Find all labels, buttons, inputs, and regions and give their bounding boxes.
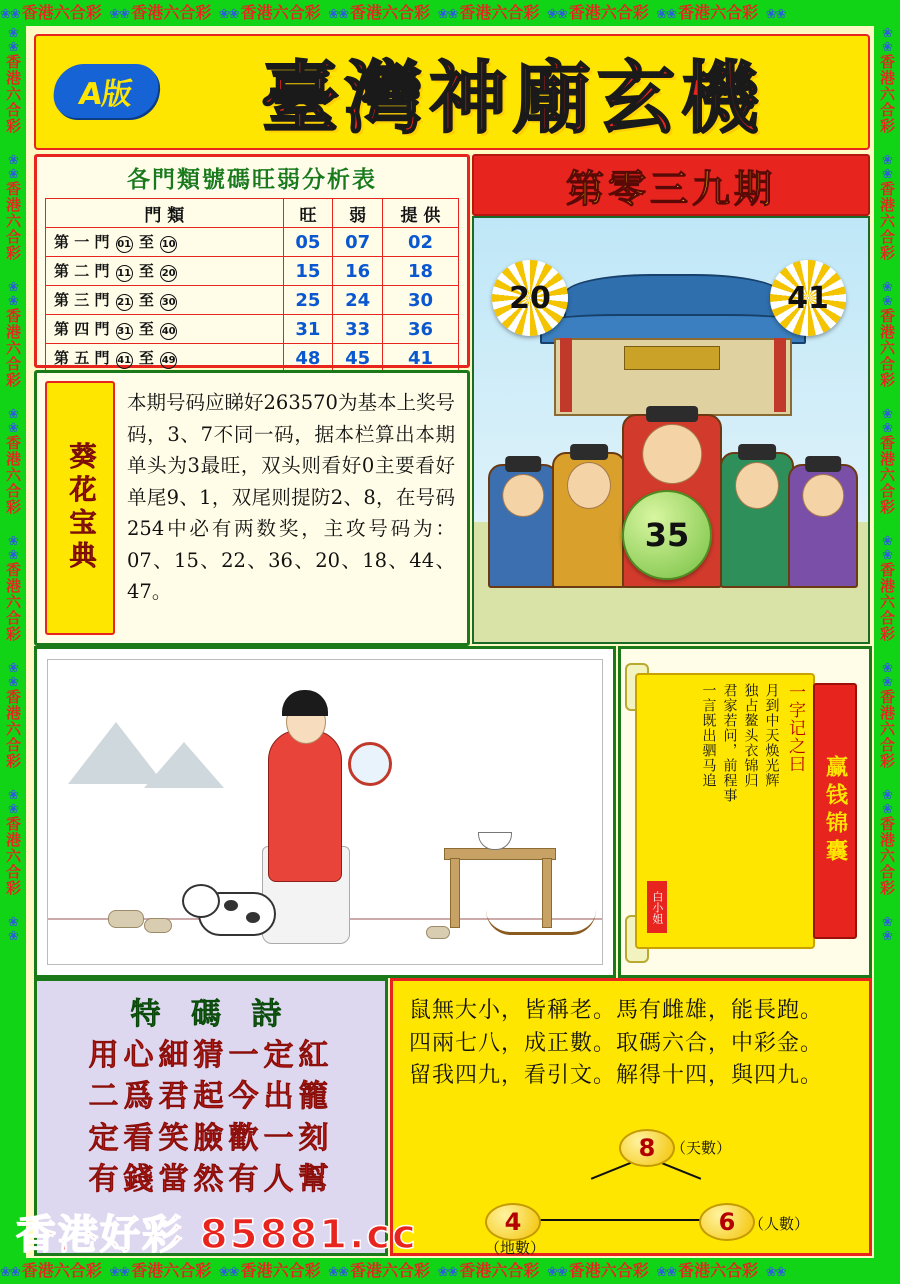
tema-poem-line: 二爲君起今出籠 [88, 1079, 334, 1115]
node-label-sky: （天數） [671, 1139, 732, 1157]
marquee-text: 香港六合彩 [4, 689, 22, 769]
analysis-table [45, 198, 459, 373]
table-row [46, 286, 459, 315]
table-row [46, 257, 459, 286]
cell-wang: 15 [283, 257, 333, 286]
poster-body [26, 26, 874, 1258]
cell-category [46, 286, 284, 315]
cartoon-panel [34, 646, 616, 978]
marquee-text: 香港六合彩 [568, 3, 649, 22]
rock [144, 918, 172, 933]
marquee-dot-sep: ❀❀ [437, 1265, 458, 1280]
hat-icon [505, 456, 541, 472]
category-label: 第 三 門 [54, 291, 110, 309]
range-from: 21 [116, 294, 133, 311]
temple-plaque [624, 346, 720, 370]
marquee-bottom [0, 1258, 900, 1284]
marquee-dot-sep: ❀❀ [437, 7, 458, 22]
range-to: 10 [160, 236, 177, 253]
treasure-panel [34, 370, 470, 646]
marquee-dot-sep: ❀❀ [6, 915, 21, 943]
deity-figure [552, 452, 626, 588]
marquee-dot-sep: ❀❀ [218, 7, 239, 22]
marquee-dot-sep: ❀❀ [0, 7, 20, 22]
marquee-dot-sep: ❀❀ [109, 1265, 130, 1280]
poem-line: 一字记之曰 [785, 683, 805, 773]
marquee-text: 香港六合彩 [21, 1261, 102, 1280]
mountain-shape [144, 742, 224, 788]
author-signature: 白小姐 [647, 881, 667, 933]
range-to: 49 [160, 352, 177, 369]
category-label: 第 五 門 [54, 349, 110, 367]
node-label-earth: （地數） [485, 1239, 546, 1257]
bow-shape [486, 910, 596, 935]
header-banner [34, 34, 870, 150]
cell-category [46, 344, 284, 373]
cell-wang: 05 [283, 228, 333, 257]
poem-column: 月到中天焕光辉 [763, 683, 780, 788]
category-label: 第 四 門 [54, 320, 110, 338]
marquee-dot-sep: ❀❀ [880, 407, 895, 435]
marquee-text: 香港六合彩 [4, 435, 22, 515]
marquee-text: 香港六合彩 [459, 3, 540, 22]
marquee-dot-sep: ❀❀ [880, 534, 895, 562]
marquee-dot-sep: ❀❀ [546, 7, 567, 22]
hat-icon [646, 406, 698, 422]
analysis-title: 各門類號碼旺弱分析表 [127, 167, 377, 193]
analysis-table-panel [34, 154, 470, 368]
cell-ruo: 45 [333, 344, 383, 373]
marquee-dot-sep: ❀❀ [6, 661, 21, 689]
marquee-dot-sep: ❀❀ [109, 7, 130, 22]
marquee-dot-sep: ❀❀ [6, 153, 21, 181]
site-watermark: 香港好彩 85881.cc [16, 1212, 418, 1258]
node-value: 6 [718, 1208, 736, 1236]
marquee-text: 香港六合彩 [349, 1261, 430, 1280]
range-from: 31 [116, 323, 133, 340]
marquee-dot-sep: ❀❀ [656, 7, 677, 22]
rock [426, 926, 450, 939]
temple-pillar [774, 338, 786, 412]
marquee-dot-sep: ❀❀ [6, 407, 21, 435]
marquee-dot-sep: ❀❀ [765, 7, 786, 22]
scroll-paper [635, 673, 815, 949]
marquee-dot-sep: ❀❀ [546, 1265, 567, 1280]
ball-number: 20 [509, 280, 551, 316]
figure-hair [282, 690, 328, 716]
verse-line: 留我四九，看引文。解得十四，與四九。 [409, 1063, 824, 1089]
range-joiner: 至 [138, 349, 154, 367]
face [567, 462, 611, 509]
verse-line: 鼠無大小，皆稱老。馬有雌雄，能長跑。 [409, 998, 824, 1023]
edition-badge: A版 [50, 64, 162, 118]
marquee-text: 香港六合彩 [878, 562, 896, 642]
range-from: 01 [116, 236, 133, 253]
range-joiner: 至 [138, 291, 154, 309]
marquee-dot-sep: ❀❀ [328, 7, 348, 22]
range-joiner: 至 [138, 320, 154, 338]
table-header-row [46, 199, 459, 228]
marquee-dot-sep: ❀❀ [6, 788, 21, 816]
cell-gong: 02 [382, 228, 458, 257]
marquee-text: 香港六合彩 [4, 308, 22, 388]
number-node-human [699, 1203, 755, 1241]
cell-category [46, 315, 284, 344]
marquee-dot-sep: ❀❀ [880, 788, 895, 816]
ball-number: 41 [787, 280, 829, 316]
marquee-text: 香港六合彩 [878, 816, 896, 896]
table-row [46, 344, 459, 373]
cell-ruo: 07 [333, 228, 383, 257]
marquee-text: 香港六合彩 [878, 181, 896, 261]
range-from: 41 [116, 352, 133, 369]
dog-spot [224, 900, 238, 911]
marquee-dot-sep: ❀❀ [0, 1265, 20, 1280]
cell-gong: 36 [382, 315, 458, 344]
table-row [46, 228, 459, 257]
marquee-text: 香港六合彩 [240, 3, 321, 22]
page-title: 臺灣神廟玄機 [260, 54, 765, 144]
marquee-left [0, 26, 26, 1258]
hat-icon [738, 444, 776, 460]
range-to: 40 [160, 323, 177, 340]
poem-column: 君家若问，前程事 [721, 683, 738, 803]
dog-head [182, 884, 220, 918]
marquee-dot-sep: ❀❀ [880, 280, 895, 308]
marquee-text: 香港六合彩 [240, 1261, 321, 1280]
poem-column [782, 683, 808, 927]
verse-lines [393, 981, 869, 1093]
marquee-text: 香港六合彩 [878, 308, 896, 388]
face [502, 474, 544, 517]
hat-icon [805, 456, 841, 472]
lucky-ball-right [770, 260, 846, 336]
rock [108, 910, 144, 928]
node-label-human: （人數） [749, 1215, 810, 1233]
figure-body [268, 730, 342, 882]
cell-wang: 25 [283, 286, 333, 315]
marquee-text: 香港六合彩 [878, 54, 896, 134]
marquee-text: 香港六合彩 [349, 3, 430, 22]
verse-panel [390, 978, 872, 1256]
marquee-dot-sep: ❀❀ [218, 1265, 239, 1280]
marquee-text: 香港六合彩 [678, 3, 759, 22]
marquee-text: 香港六合彩 [4, 181, 22, 261]
period-label: 第零三九期 [565, 166, 776, 211]
deity-figure [720, 452, 794, 588]
dog-spot [246, 912, 260, 923]
tema-poem-line: 定看笑臉歡一刻 [88, 1120, 334, 1156]
marquee-dot-sep: ❀❀ [765, 1265, 786, 1280]
face [642, 424, 702, 484]
cell-wang: 31 [283, 315, 333, 344]
number-node-sky [619, 1129, 675, 1167]
table-top [444, 848, 556, 860]
marquee-text: 香港六合彩 [459, 1261, 540, 1280]
cell-gong: 18 [382, 257, 458, 286]
treasure-label: 葵花宝典 [45, 381, 115, 635]
category-label: 第 一 門 [54, 233, 110, 251]
marquee-text: 香港六合彩 [4, 562, 22, 642]
hat-icon [570, 444, 608, 460]
mirror-icon [348, 742, 392, 786]
marquee-dot-sep: ❀❀ [6, 534, 21, 562]
col-gong: 提 供 [382, 199, 458, 228]
range-joiner: 至 [138, 233, 154, 251]
marquee-dot-sep: ❀❀ [656, 1265, 677, 1280]
cell-gong: 30 [382, 286, 458, 315]
temple-illustration [472, 216, 870, 644]
range-joiner: 至 [138, 262, 154, 280]
col-ruo: 弱 [333, 199, 383, 228]
range-to: 20 [160, 265, 177, 282]
tema-poem-line: 用心細猜一定紅 [88, 1038, 334, 1073]
marquee-dot-sep: ❀❀ [6, 280, 21, 308]
marquee-dot-sep: ❀❀ [880, 661, 895, 689]
scroll-poem [643, 683, 807, 927]
poem-column: 独占鳌头衣锦归 [742, 683, 759, 788]
col-category: 門 類 [46, 199, 284, 228]
cell-ruo: 33 [333, 315, 383, 344]
cell-category [46, 228, 284, 257]
marquee-dot-sep: ❀❀ [880, 915, 895, 943]
face [735, 462, 779, 509]
number-node-earth [485, 1203, 541, 1241]
node-value: 8 [638, 1134, 656, 1162]
marquee-text: 香港六合彩 [21, 3, 102, 22]
lucky-ball-left [492, 260, 568, 336]
marquee-text: 香港六合彩 [131, 3, 212, 22]
tema-poem-line: 有錢當然有人幫 [88, 1162, 334, 1198]
cell-ruo: 16 [333, 257, 383, 286]
temple-pillar [560, 338, 572, 412]
marquee-top [0, 0, 900, 26]
connector-line [533, 1219, 713, 1221]
ball-number: 35 [644, 516, 690, 554]
cell-ruo: 24 [333, 286, 383, 315]
marquee-text: 香港六合彩 [568, 1261, 649, 1280]
cell-wang: 48 [283, 344, 333, 373]
table-leg [450, 858, 460, 928]
lucky-ball-center [622, 490, 712, 580]
scroll-panel [618, 646, 872, 978]
verse-line: 四兩七八，成正數。取碼六合，中彩金。 [409, 1030, 824, 1056]
marquee-text: 香港六合彩 [131, 1261, 212, 1280]
category-label: 第 二 門 [54, 262, 110, 280]
cell-gong: 41 [382, 344, 458, 373]
tema-poem-title: 特 碼 詩 [130, 997, 292, 1032]
table-row [46, 315, 459, 344]
marquee-text: 香港六合彩 [4, 54, 22, 134]
face [802, 474, 844, 517]
range-from: 11 [116, 265, 133, 282]
node-value: 4 [504, 1208, 522, 1236]
poem-column: 一言既出驷马追 [700, 683, 717, 788]
period-banner [472, 154, 870, 216]
marquee-text: 香港六合彩 [678, 1261, 759, 1280]
marquee-dot-sep: ❀❀ [880, 26, 895, 54]
lucky-bag-strip: 赢钱锦囊 [813, 683, 857, 939]
deity-figure [488, 464, 558, 588]
marquee-dot-sep: ❀❀ [6, 26, 21, 54]
treasure-text: 本期号码应睇好263570为基本上奖号码，3、7不同一码，据本栏算出本期单头为3最旺，双头则看好0主要看好单尾9、1，双尾则提防2、8，在号码254中必有两数奖，主攻号码为：07、15、22、36、20、18、44、47。 [127, 391, 455, 604]
col-wang: 旺 [283, 199, 333, 228]
marquee-text: 香港六合彩 [878, 435, 896, 515]
deity-figure [788, 464, 858, 588]
cartoon-scene [47, 659, 603, 965]
marquee-text: 香港六合彩 [4, 816, 22, 896]
marquee-text: 香港六合彩 [878, 689, 896, 769]
range-to: 30 [160, 294, 177, 311]
cell-category [46, 257, 284, 286]
marquee-dot-sep: ❀❀ [328, 1265, 348, 1280]
marquee-dot-sep: ❀❀ [880, 153, 895, 181]
marquee-right [874, 26, 900, 1258]
